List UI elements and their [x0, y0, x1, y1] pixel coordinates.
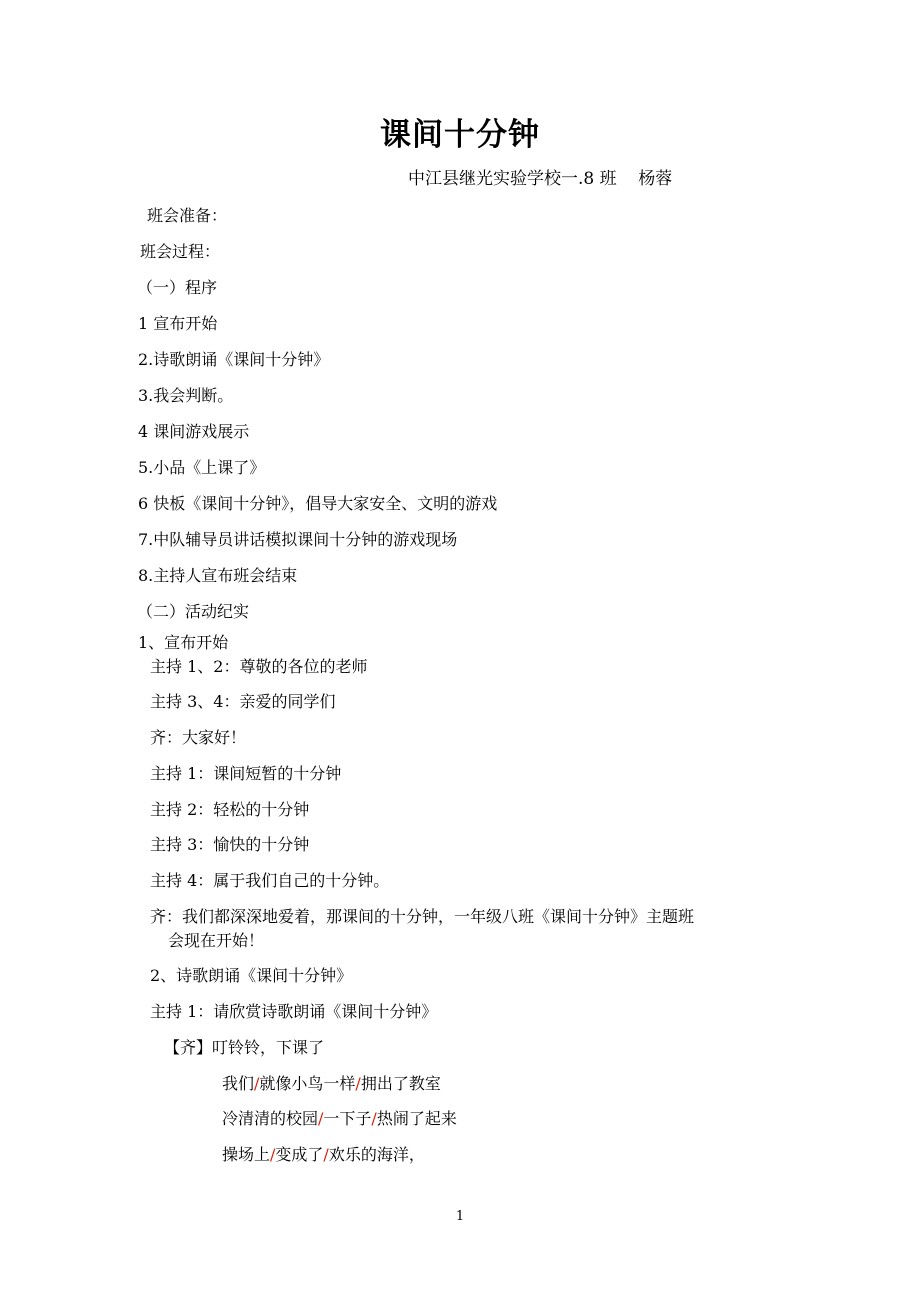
poem-line: 我们/就像小鸟一样/拥出了教室	[222, 1074, 441, 1093]
poem-line: 操场上/变成了/欢乐的海洋，	[222, 1145, 425, 1164]
dialogue-line: 主持 1：请欣赏诗歌朗诵《课间十分钟》	[150, 1002, 438, 1021]
program-item: 7.中队辅导员讲话模拟课间十分钟的游戏现场	[138, 530, 458, 549]
dialogue-line: 主持 2：轻松的十分钟	[150, 800, 310, 819]
poem-line: 冷清清的校园/一下子/热闹了起来	[222, 1109, 457, 1128]
dialogue-line: 齐：大家好！	[150, 728, 247, 747]
program-item: 6 快板《课间十分钟》，倡导大家安全、文明的游戏	[138, 494, 498, 513]
page-number: 1	[455, 1209, 465, 1224]
section-one-heading: （一）程序	[137, 278, 218, 297]
program-item: 2.诗歌朗诵《课间十分钟》	[138, 350, 330, 369]
poem-section-heading: 2、诗歌朗诵《课间十分钟》	[150, 966, 353, 985]
program-item: 3.我会判断。	[138, 386, 234, 405]
program-item: 4 课间游戏展示	[138, 422, 250, 441]
dialogue-line: 主持 1、2：尊敬的各位的老师	[150, 657, 368, 676]
slash-mark: /	[371, 1109, 377, 1128]
dialogue-line: 主持 1：课间短暂的十分钟	[150, 764, 342, 783]
author-byline: 中江县继光实验学校一.8 班 杨蓉	[408, 169, 673, 189]
dialogue-line: 主持 3：愉快的十分钟	[150, 835, 310, 854]
dialogue-line: 主持 3、4：亲爱的同学们	[150, 692, 336, 711]
prep-heading: 班会准备：	[147, 206, 228, 225]
slash-mark: /	[270, 1145, 276, 1164]
section-two-heading: （二）活动纪实	[137, 602, 250, 621]
activity-heading: 1、宣布开始	[138, 633, 229, 652]
dialogue-line: 主持 4：属于我们自己的十分钟。	[150, 871, 390, 890]
slash-mark: /	[254, 1074, 260, 1093]
program-item: 1 宣布开始	[138, 314, 218, 333]
slash-mark: /	[323, 1145, 329, 1164]
dialogue-line-long: 齐：我们都深深地爱着，那课间的十分钟，一年级八班《课间十分钟》主题班	[150, 907, 695, 926]
poem-opening: 【齐】叮铃铃，下课了	[164, 1038, 325, 1057]
dialogue-line-continuation: 会现在开始！	[168, 931, 265, 950]
slash-mark: /	[355, 1074, 361, 1093]
process-heading: 班会过程：	[140, 242, 221, 261]
slash-mark: /	[318, 1109, 324, 1128]
program-item: 8.主持人宣布班会结束	[138, 566, 298, 585]
document-title: 课间十分钟	[380, 117, 540, 153]
program-item: 5.小品《上课了》	[138, 458, 266, 477]
